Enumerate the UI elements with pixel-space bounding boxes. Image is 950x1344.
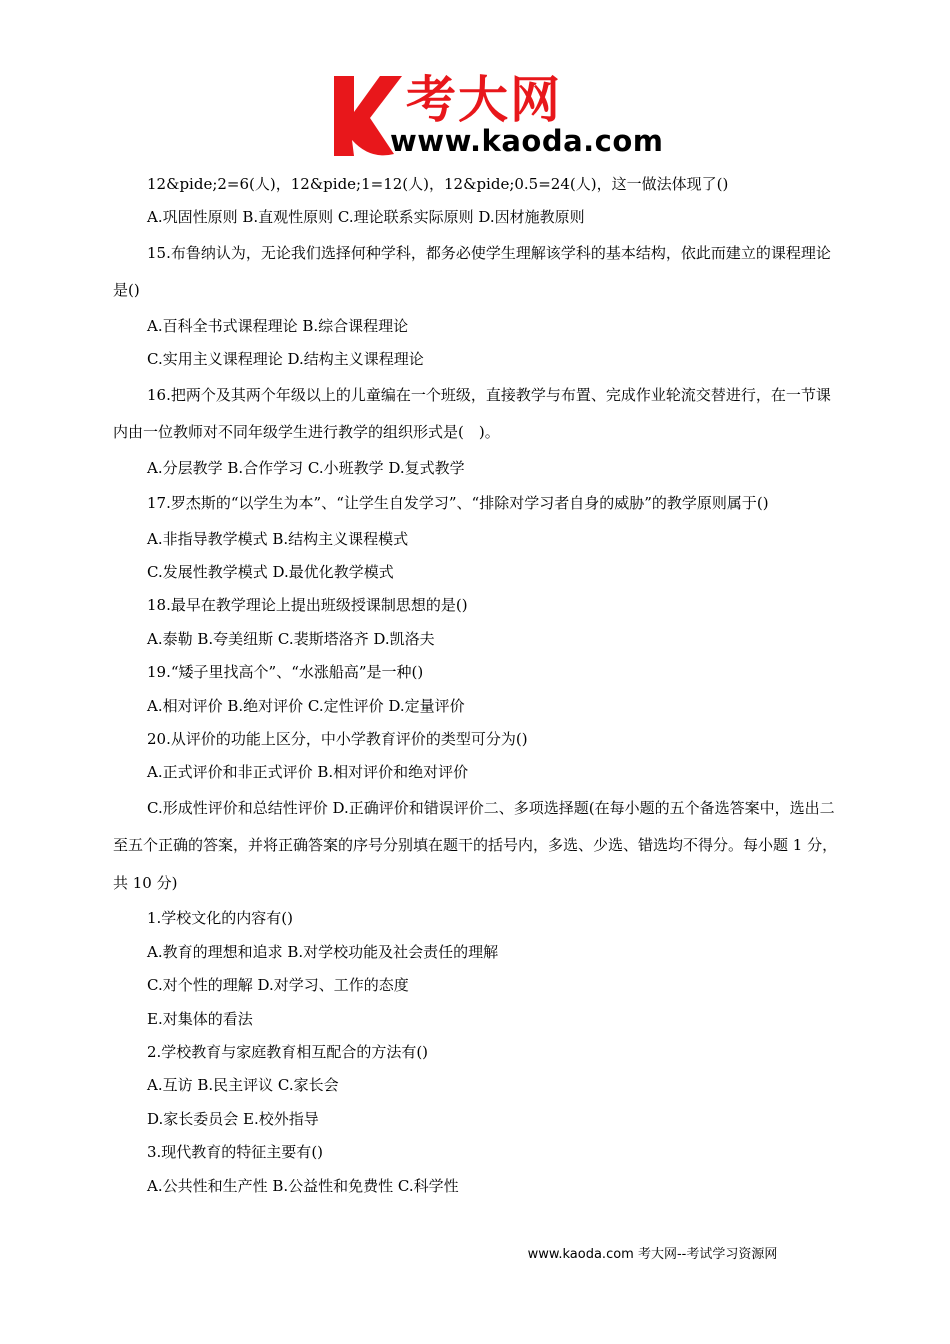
question-20: 20.从评价的功能上区分，中小学教育评价的类型可分为() — [147, 729, 528, 748]
logo-url-text: www.kaoda.com — [390, 124, 664, 158]
page-footer — [0, 1246, 950, 1264]
question-15: 15.布鲁纳认为，无论我们选择何种学科，都务必使学生理解该学科的基本结构，依此而建立的课程理论是() — [113, 243, 831, 300]
answer-options: A.相对评价 B.绝对评价 C.定性评价 D.定量评价 — [147, 696, 465, 715]
question-16: 16.把两个及其两个年级以上的儿童编在一个班级，直接教学与布置、完成作业轮流交替进行，在一节课内由一位教师对不同年级学生进行教学的组织形式是( )。 — [113, 385, 831, 442]
answer-options: D.家长委员会 E.校外指导 — [147, 1109, 319, 1128]
answer-options: A.正式评价和非正式评价 B.相对评价和绝对评价 — [147, 763, 469, 782]
answer-options: C.发展性教学模式 D.最优化教学模式 — [147, 562, 394, 581]
answer-options: A.泰勒 B.夸美纽斯 C.裴斯塔洛齐 D.凯洛夫 — [147, 629, 435, 648]
question-m3: 3.现代教育的特征主要有() — [147, 1143, 324, 1162]
answer-options: A.公共性和生产性 B.公益性和免费性 C.科学性 — [147, 1176, 459, 1195]
question-17: 17.罗杰斯的“以学生为本”、“让学生自发学习”、“排除对学习者自身的威胁”的教学原则属于() — [147, 494, 769, 513]
question-m2: 2.学校教育与家庭教育相互配合的方法有() — [147, 1042, 429, 1061]
footer-text[interactable]: www.kaoda.com 考大网--考试学习资源网 — [527, 1247, 778, 1262]
answer-options: C.实用主义课程理论 D.结构主义课程理论 — [147, 350, 424, 369]
answer-options: A.非指导教学模式 B.结构主义课程模式 — [147, 529, 409, 548]
text-line: 12&pide;2=6(人)，12&pide;1=12(人)，12&pide;0.5=24(人)，这一做法体现了() — [147, 175, 729, 193]
question-19: 19.“矮子里找高个”、“水涨船高”是一种() — [147, 663, 424, 682]
answer-options: A.互访 B.民主评议 C.家长会 — [147, 1076, 339, 1095]
answer-options: C.对个性的理解 D.对学习、工作的态度 — [147, 976, 409, 995]
site-logo[interactable] — [330, 70, 664, 165]
document-body — [113, 168, 838, 1203]
answer-options: A.百科全书式课程理论 B.综合课程理论 — [147, 316, 409, 335]
answer-options: A.分层教学 B.合作学习 C.小班教学 D.复式教学 — [147, 458, 465, 477]
answer-options: A.巩固性原则 B.直观性原则 C.理论联系实际原则 D.因材施教原则 — [147, 208, 585, 227]
question-m1: 1.学校文化的内容有() — [147, 909, 294, 928]
answer-options: E.对集体的看法 — [147, 1009, 253, 1028]
answer-options: A.教育的理想和追求 B.对学校功能及社会责任的理解 — [147, 942, 499, 961]
question-18: 18.最早在教学理论上提出班级授课制思想的是() — [147, 596, 468, 615]
section-heading-multiple-choice: C.形成性评价和总结性评价 D.正确评价和错误评价二、多项选择题(在每小题的五个备选答案中，选出二至五个正确的答案，并将正确答案的序号分别填在题干的括号内，多选、少选、错选均不得分。每小题 1 分，共 10 分) — [113, 798, 838, 892]
logo-brand-text: 考大网 — [406, 71, 562, 129]
